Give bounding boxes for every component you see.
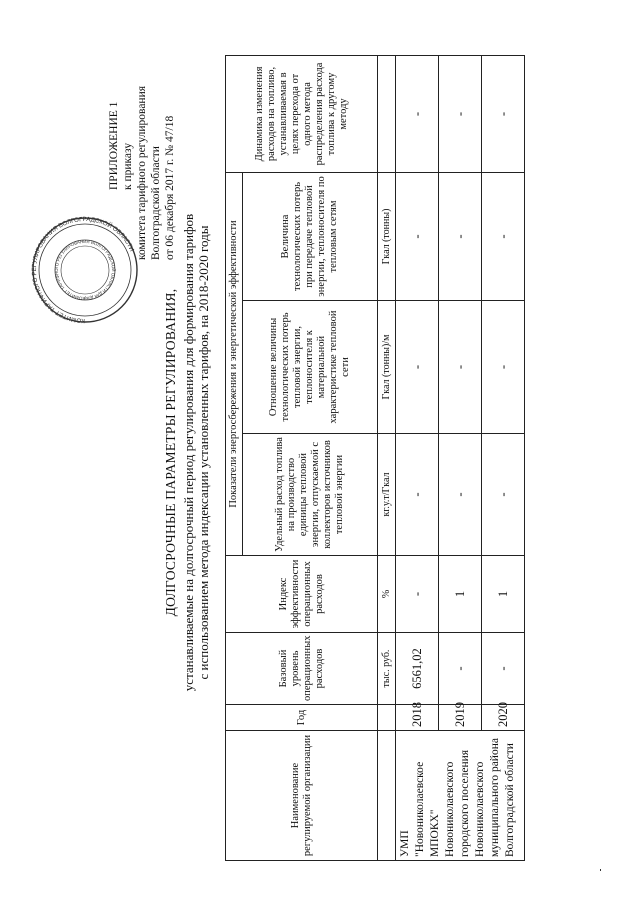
units-empty [378, 55, 396, 172]
table-row [396, 55, 439, 860]
units-base: тыс. руб. [378, 633, 396, 705]
units-empty [378, 731, 396, 861]
cell-ratio: - [439, 301, 482, 434]
parameters-table [225, 55, 525, 861]
cell-ratio: - [482, 301, 525, 434]
units-empty [378, 705, 396, 731]
header-year: Год [226, 705, 378, 731]
units-index: % [378, 556, 396, 633]
cell-base: 6561,02 [396, 633, 439, 705]
cell-specific: - [396, 434, 439, 556]
scan-speck [600, 869, 601, 871]
cell-index: 1 [482, 556, 525, 633]
appendix-committee: комитета тарифного регулирования [136, 85, 148, 260]
cell-specific: - [439, 434, 482, 556]
cell-specific: - [482, 434, 525, 556]
document-subtitle-1: устанавливаемые на долгосрочный период регулирования для формирования тарифов [181, 213, 196, 692]
cell-year: 2020 [482, 705, 525, 731]
appendix-order-ref: к приказу [122, 142, 134, 190]
header-energy-group: Показатели энергосбережения и энергетической эффективности [226, 172, 243, 555]
header-efficiency-index: Индекс эффективности операционных расходов [226, 556, 378, 633]
appendix-region: Волгоградской области [150, 146, 162, 260]
cell-year: 2018 [396, 705, 439, 731]
units-ratio: Гкал (тонны)/м [378, 301, 396, 434]
organization-name: УМП "Новониколаевское МПОКХ" Новониколаевского городского поселения Новониколаевского муниципального района Волгоградской области [396, 731, 525, 861]
units-specific: кг.у.т/Гкал [378, 434, 396, 556]
header-organization: Наименование регулируемой организации [226, 731, 378, 861]
document-title: ДОЛГОСРОЧНЫЕ ПАРАМЕТРЫ РЕГУЛИРОВАНИЯ, [163, 288, 178, 617]
appendix-date-number: от 06 декабря 2017 г. № 47/18 [164, 115, 176, 260]
cell-ratio: - [396, 301, 439, 434]
cell-losses: - [482, 172, 525, 300]
cell-losses: - [396, 172, 439, 300]
header-fuel-dynamics: Динамика изменения расходов на топливо, устанавливаемая в целях перехода от одного метода распределения расхода топлива к другому методу [226, 55, 378, 172]
units-losses: Гкал (тонны) [378, 172, 396, 300]
appendix-title: ПРИЛОЖЕНИЕ 1 [108, 101, 120, 190]
header-loss-ratio: Отношение величины технологических потерь тепловой энергии, теплоносителя к материальной характеристике тепловой сети [243, 301, 378, 434]
stamp-outer-text: КОМИТЕТ ТАРИФНОГО РЕГУЛИРОВАНИЯ ВОЛГОГРАДСКОЙ ОБЛАСТИ [30, 215, 136, 325]
cell-dynamics: - [482, 55, 525, 172]
header-base-level: Базовый уровень операционных расходов [226, 633, 378, 705]
cell-dynamics: - [396, 55, 439, 172]
cell-index: 1 [439, 556, 482, 633]
header-specific-fuel: Удельный расход топлива на производство единицы тепловой энергии, отпускаемой с коллекторов источников тепловой энергии [243, 434, 378, 556]
cell-dynamics: - [439, 55, 482, 172]
cell-year: 2019 [439, 705, 482, 731]
cell-index: - [396, 556, 439, 633]
cell-base: - [439, 633, 482, 705]
cell-base: - [482, 633, 525, 705]
header-tech-losses: Величина технологических потерь при передаче тепловой энергии, теплоносителя по тепловым сетям [243, 172, 378, 300]
document-subtitle-2: с использованием метода индексации установленных тарифов, на 2018-2020 годы [196, 225, 211, 680]
cell-losses: - [439, 172, 482, 300]
stamp-inner-text: КОМИТЕТ ТАРИФНОГО РЕГУЛИРОВАНИЯ ВОЛГОГРАДСКОЙ ОБЛАСТИ Для доку [53, 238, 117, 302]
